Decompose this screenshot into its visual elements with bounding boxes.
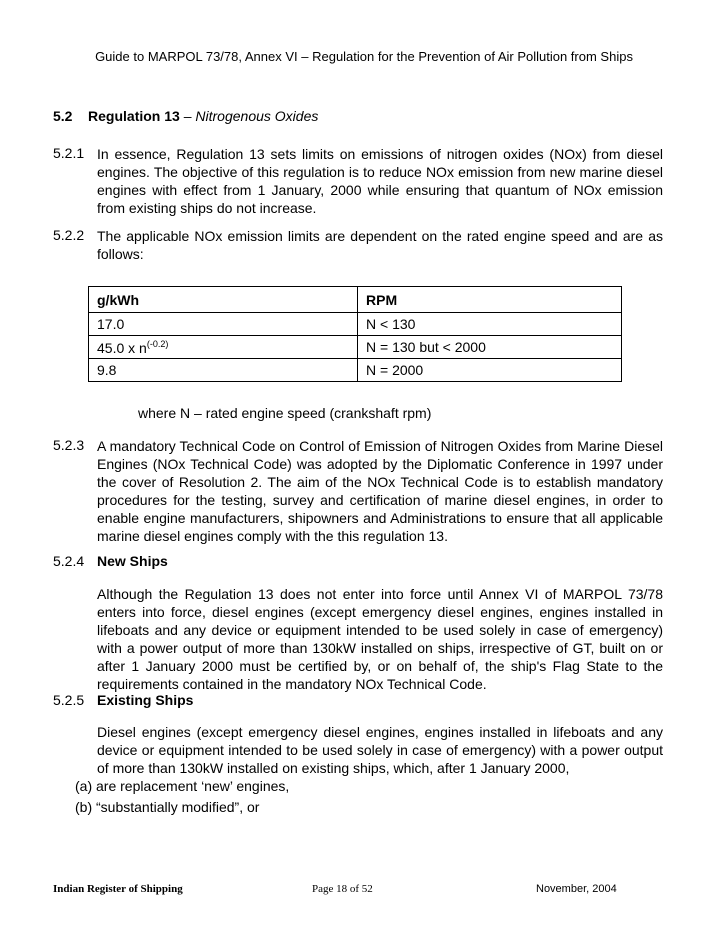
table-row [89, 336, 622, 359]
table-header-row [89, 287, 622, 313]
table-cell-limit [89, 336, 358, 359]
list-item-text: are replacement ‘new’ engines, [96, 778, 290, 794]
table-cell-rpm: N = 2000 [358, 359, 622, 382]
list-item-text: “substantially modified”, or [96, 799, 260, 815]
section-heading [53, 108, 318, 124]
paragraph-5-2-2: The applicable NOx emission limits are dependent on the rated engine speed and are as follows: [97, 228, 663, 262]
section-title: Regulation 13 [88, 108, 180, 124]
paragraph-number-5-2-4: 5.2.4 [53, 553, 85, 569]
table-cell-rpm: N = 130 but < 2000 [358, 336, 622, 359]
paragraph-number-5-2-2: 5.2.2 [53, 227, 85, 243]
list-item [75, 799, 259, 815]
nox-limits-table [88, 286, 622, 382]
paragraph-5-2-1: In essence, Regulation 13 sets limits on emissions of nitrogen oxides (NOx) from diesel engines. The objective of this regulation is to reduce NOx emission from new marine diesel engines with effect from 1 January, 2000 while ensuring that quantum of NOx emission from existing ships do not increase. [97, 146, 663, 216]
subheading-new-ships: New Ships [97, 553, 168, 569]
table-row [89, 313, 622, 336]
table-cell-limit: 9.8 [89, 359, 358, 382]
list-item-label: (a) [75, 778, 93, 794]
paragraph-number-5-2-1: 5.2.1 [53, 145, 85, 161]
footer-date: November, 2004 [536, 883, 617, 895]
subheading-existing-ships: Existing Ships [97, 692, 194, 708]
list-item [75, 778, 289, 794]
list-item-label: (b) [75, 799, 93, 815]
section-dash: – [179, 108, 196, 124]
paragraph-5-2-3: A mandatory Technical Code on Control of Emission of Nitrogen Oxides from Marine Diesel Engines (NOx Technical Code) was adopted by the Diplomatic Conference in 1997 under the cover of Resolution 2. The aim of the NOx Technical Code is to establish mandatory procedures for the testing, survey and certification of marine diesel engines, in order to enable engine manufacturers, shipowners and Administrations to ensure that all applicable marine diesel engines comply with the this regulation 13. [97, 438, 663, 544]
table-cell-rpm: N < 130 [358, 313, 622, 336]
section-number: 5.2 [53, 108, 73, 124]
paragraph-5-2-4: Although the Regulation 13 does not enter into force until Annex VI of MARPOL 73/78 enters into force, diesel engines (except emergency diesel engines, engines installed in lifeboats and any device or equipment intended to be used solely in case of emergency) with a power output of more than 130kW installed on ships, irrespective of GT, built on or after 1 January 2000 must be certified by, or on behalf of, the ship's Flag State to the requirements contained in the mandatory NOx Technical Code. [97, 586, 663, 692]
footer-page-number: Page 18 of 52 [312, 883, 373, 895]
paragraph-number-5-2-3: 5.2.3 [53, 437, 85, 453]
table-header-rpm: RPM [358, 287, 622, 313]
table-cell-limit: 17.0 [89, 313, 358, 336]
paragraph-5-2-5: Diesel engines (except emergency diesel engines, engines installed in lifeboats and any device or equipment intended to be used solely in case of emergency) with a power output of more than 130kW installed on existing ships, which, after 1 January 2000, [97, 724, 663, 776]
table-header-gkwh: g/kWh [89, 287, 358, 313]
footer-organization: Indian Register of Shipping [53, 883, 183, 895]
formula-base: 45.0 x n [97, 339, 147, 356]
page-header: Guide to MARPOL 73/78, Annex VI – Regulation for the Prevention of Air Pollution from Ships [95, 49, 633, 64]
formula-exponent: (-0.2) [146, 338, 169, 349]
paragraph-number-5-2-5: 5.2.5 [53, 692, 85, 708]
table-row [89, 359, 622, 382]
section-subtitle: Nitrogenous Oxides [195, 108, 319, 124]
table-note: where N – rated engine speed (crankshaft rpm) [138, 405, 432, 421]
